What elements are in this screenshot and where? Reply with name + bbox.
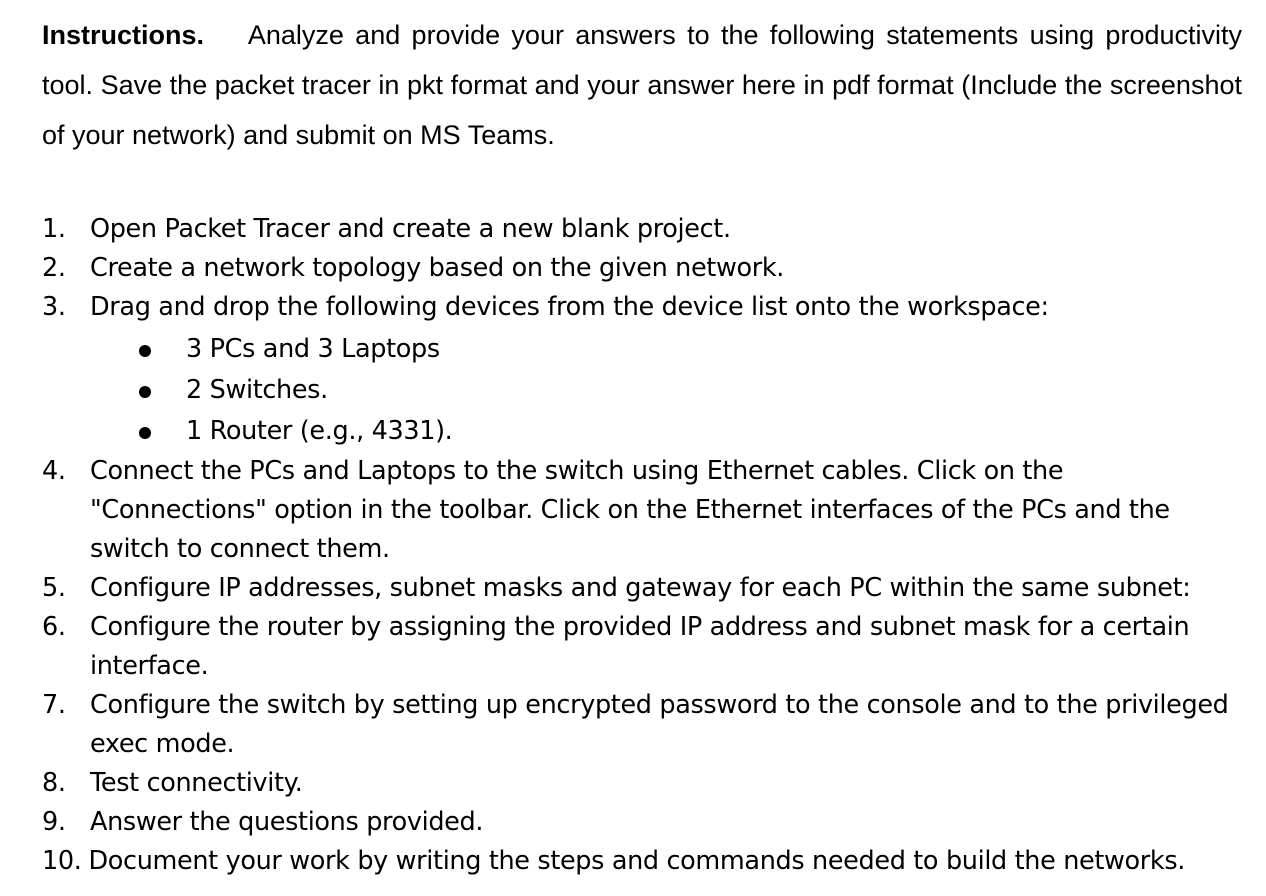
steps-list	[42, 210, 1242, 881]
device-list-item	[42, 370, 1242, 411]
step-number: 10.	[42, 846, 82, 876]
instructions-text: Analyze and provide your answers to the following statements using productivity tool. Save the packet tracer in pkt format and your answer here in pdf format (Include the screenshot of your network) and submit on MS Teams.	[42, 20, 1242, 150]
step-number: 3.	[42, 292, 66, 322]
step-text: Test connectivity.	[90, 768, 303, 798]
step-text: Drag and drop the following devices from the device list onto the workspace:	[90, 292, 1049, 322]
step-number: 4.	[42, 456, 66, 486]
list-item	[42, 210, 1242, 249]
step-number: 6.	[42, 612, 66, 642]
step-text: Open Packet Tracer and create a new blank project.	[90, 214, 731, 244]
document-page	[42, 10, 1242, 881]
device-list	[42, 329, 1242, 452]
step-number: 9.	[42, 807, 66, 837]
bullet-icon	[42, 329, 186, 370]
step-number: 7.	[42, 690, 66, 720]
step-text: Connect the PCs and Laptops to the switch using Ethernet cables. Click on the "Connections" option in the toolbar. Click on the Ethernet interfaces of the PCs and the switch to connect them.	[90, 456, 1170, 564]
list-item	[42, 842, 1242, 881]
step-text: Configure IP addresses, subnet masks and gateway for each PC within the same subnet:	[90, 573, 1191, 603]
step-text: Document your work by writing the steps and commands needed to build the networks.	[88, 846, 1186, 876]
list-item	[42, 452, 1242, 569]
list-item	[42, 288, 1242, 327]
list-item	[42, 569, 1242, 608]
step-number: 2.	[42, 253, 66, 283]
device-text: 2 Switches.	[186, 375, 328, 405]
instructions-heading: Instructions.	[42, 20, 205, 50]
device-list-item	[42, 411, 1242, 452]
step-number: 8.	[42, 768, 66, 798]
step-number: 5.	[42, 573, 66, 603]
list-item	[42, 686, 1242, 764]
device-text: 1 Router (e.g., 4331).	[186, 416, 453, 446]
step-number: 1.	[42, 214, 66, 244]
step-text: Create a network topology based on the given network.	[90, 253, 785, 283]
list-item	[42, 803, 1242, 842]
bullet-icon	[42, 370, 186, 411]
device-list-item	[42, 329, 1242, 370]
step-text: Configure the router by assigning the provided IP address and subnet mask for a certain interface.	[90, 612, 1190, 681]
step-text: Configure the switch by setting up encrypted password to the console and to the privileged exec mode.	[90, 690, 1229, 759]
device-text: 3 PCs and 3 Laptops	[186, 334, 440, 364]
list-item	[42, 608, 1242, 686]
step-text: Answer the questions provided.	[90, 807, 484, 837]
list-item	[42, 764, 1242, 803]
bullet-icon	[42, 411, 186, 452]
list-item	[42, 249, 1242, 288]
instructions-paragraph	[42, 10, 1242, 160]
